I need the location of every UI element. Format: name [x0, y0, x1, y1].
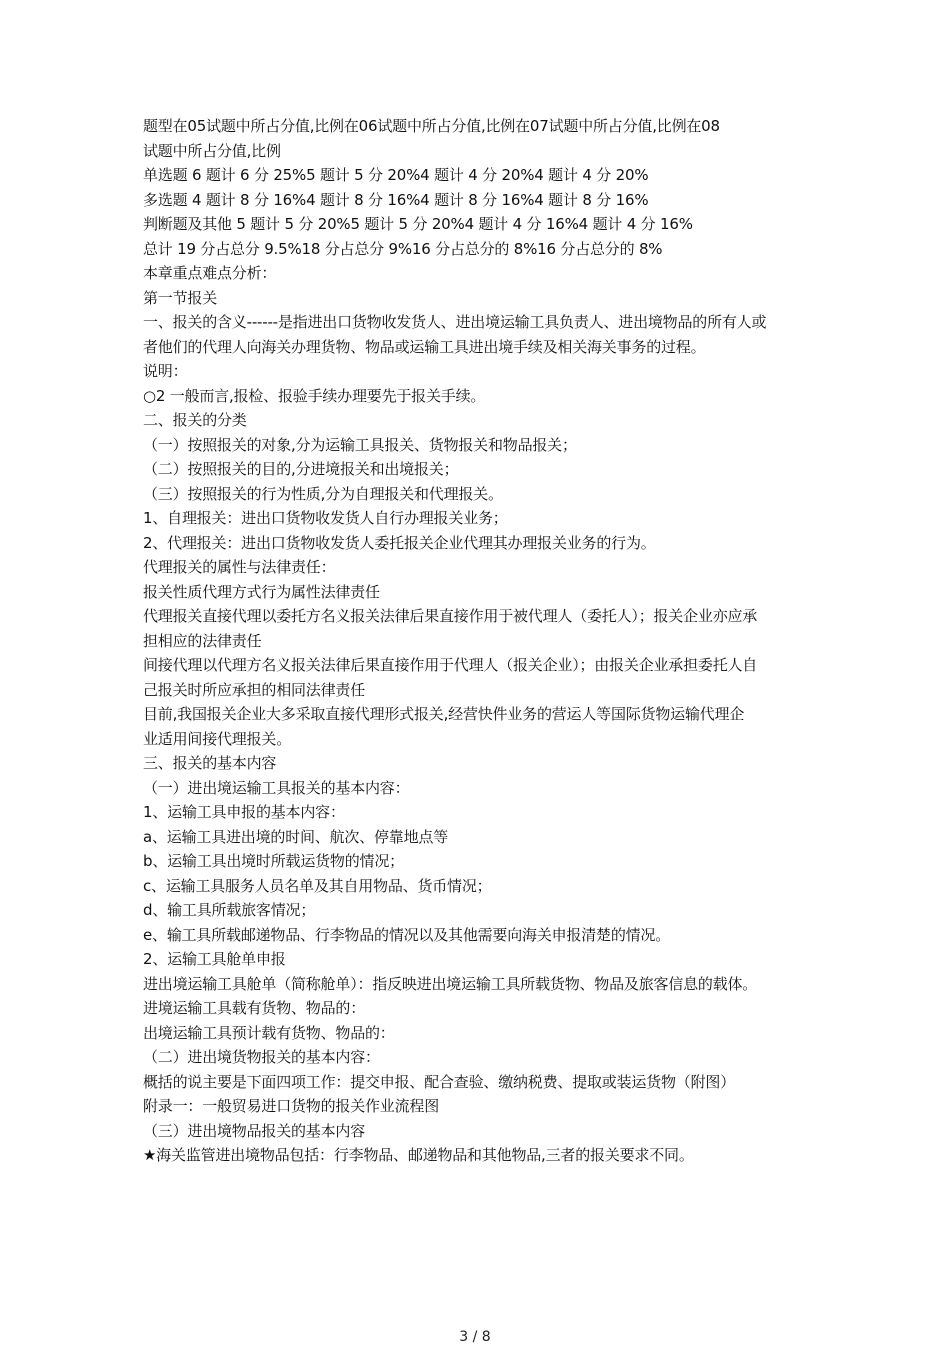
text-line: d、输工具所载旅客情况； [143, 901, 316, 919]
text-line: 报关性质代理方式行为属性法律责任 [143, 582, 380, 601]
text-line: ★海关监管进出境物品包括：行李物品、邮递物品和其他物品,三者的报关要求不同。 [143, 1146, 694, 1164]
text-line: 出境运输工具预计载有货物、物品的： [143, 1023, 395, 1042]
text-line: （二）进出境货物报关的基本内容： [143, 1048, 380, 1066]
text-line: 二、报关的分类 [143, 411, 247, 429]
text-line: 2、运输工具舱单申报 [143, 950, 286, 968]
page-number: 3 / 8 [459, 1329, 491, 1345]
text-line: ○2 一般而言,报检、报验手续办理要先于报关手续。 [143, 386, 486, 405]
text-line: e、输工具所载邮递物品、行李物品的情况以及其他需要向海关申报清楚的情况。 [143, 925, 671, 944]
document-body [143, 114, 833, 1168]
text-line: 一、报关的含义------是指进出口货物收发货人、进出境运输工具负责人、进出境物品的所有人或 [143, 313, 767, 331]
text-line: 目前,我国报关企业大多采取直接代理形式报关,经营快件业务的营运人等国际货物运输代理企 [143, 705, 745, 723]
text-line: 概括的说主要是下面四项工作：提交申报、配合查验、缴纳税费、提取或装运货物（附图） [143, 1072, 736, 1091]
text-line: 间接代理以代理方名义报关法律后果直接作用于代理人（报关企业）；由报关企业承担委托人自 [143, 656, 758, 674]
text-line: 1、运输工具申报的基本内容： [143, 803, 345, 821]
text-line: 第一节报关 [143, 288, 218, 307]
text-line: 业适用间接代理报关。 [143, 729, 292, 748]
text-line: 代理报关直接代理以委托方名义报关法律后果直接作用于被代理人（委托人）；报关企业亦应承 [143, 607, 758, 625]
text-line: 附录一：一般贸易进口货物的报关作业流程图 [143, 1097, 440, 1115]
text-line: 试题中所占分值,比例 [143, 141, 281, 160]
text-line: 总计 19 分占总分 9.5%18 分占总分 9%16 分占总分的 8%16 分占总分的 8% [143, 239, 663, 258]
text-line: （一）进出境运输工具报关的基本内容： [143, 778, 410, 797]
text-line: c、运输工具服务人员名单及其自用物品、货币情况； [143, 876, 492, 895]
text-line: 进境运输工具载有货物、物品的： [143, 999, 366, 1017]
text-line: 三、报关的基本内容 [143, 754, 277, 772]
text-line: b、运输工具出境时所载运货物的情况； [143, 852, 404, 870]
text-line: 己报关时所应承担的相同法律责任 [143, 680, 366, 699]
text-line: 判断题及其他 5 题计 5 分 20%5 题计 5 分 20%4 题计 4 分 16%4 题计 4 分 16% [143, 215, 693, 233]
text-line: 多选题 4 题计 8 分 16%4 题计 8 分 16%4 题计 8 分 16%4 题计 8 分 16% [143, 190, 649, 209]
text-line: 进出境运输工具舱单（简称舱单）：指反映进出境运输工具所载货物、物品及旅客信息的载体。 [143, 974, 758, 993]
text-line: 代理报关的属性与法律责任： [143, 558, 336, 576]
text-line: 说明： [143, 362, 188, 380]
text-line: 担相应的法律责任 [143, 631, 262, 650]
text-line: （一）按照报关的对象,分为运输工具报关、货物报关和物品报关； [143, 435, 577, 454]
text-line: （二）按照报关的目的,分进境报关和出境报关； [143, 460, 459, 478]
text-line: 题型在05试题中所占分值,比例在06试题中所占分值,比例在07试题中所占分值,比例在08 [143, 117, 720, 135]
text-line: 单选题 6 题计 6 分 25%5 题计 5 分 20%4 题计 4 分 20%4 题计 4 分 20% [143, 166, 649, 184]
text-line: 者他们的代理人向海关办理货物、物品或运输工具进出境手续及相关海关事务的过程。 [143, 337, 706, 356]
text-line: （三）进出境物品报关的基本内容 [143, 1121, 366, 1140]
text-line: a、运输工具进出境的时间、航次、停靠地点等 [143, 827, 448, 846]
text-line: 1、自理报关：进出口货物收发货人自行办理报关业务； [143, 509, 508, 527]
text-line: （三）按照报关的行为性质,分为自理报关和代理报关。 [143, 484, 503, 503]
text-line: 2、代理报关：进出口货物收发货人委托报关企业代理其办理报关业务的行为。 [143, 533, 656, 552]
text-line: 本章重点难点分析： [143, 264, 277, 282]
